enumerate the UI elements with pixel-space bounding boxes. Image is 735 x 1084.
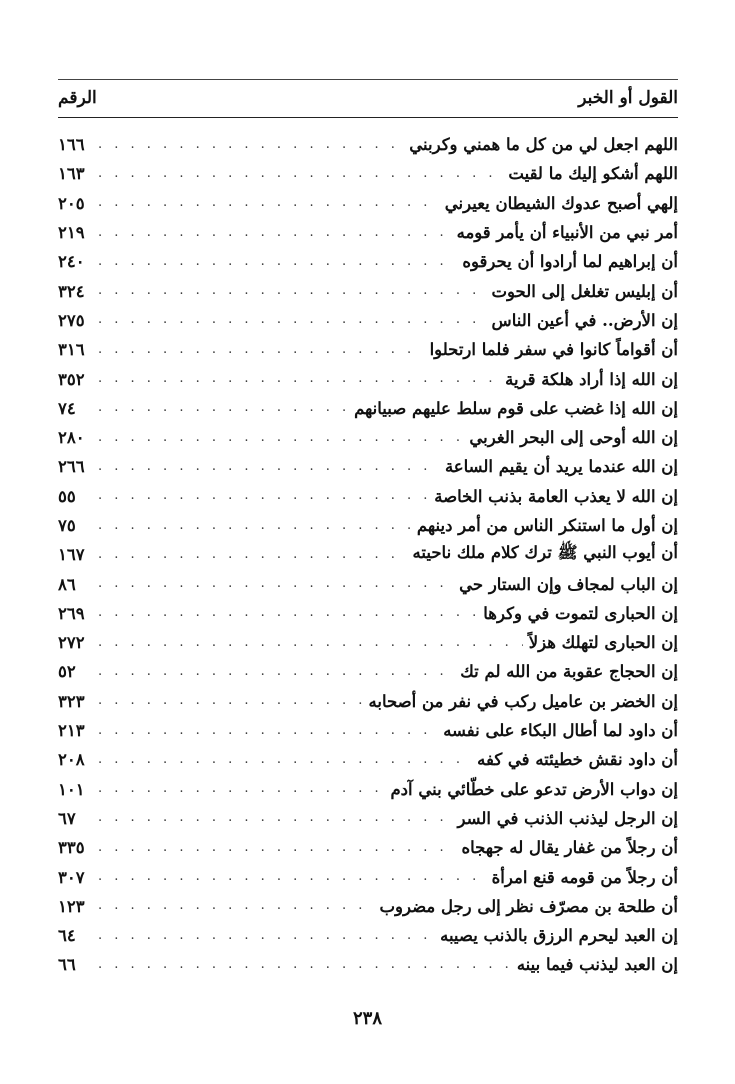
entry-text: أن إبليس تغلغل إلى الحوت	[491, 281, 678, 301]
index-entry	[58, 189, 678, 218]
index-entry	[58, 247, 678, 276]
index-entry	[58, 687, 678, 716]
entry-number: ٨٦	[58, 574, 76, 594]
dot-leader	[98, 458, 439, 476]
index-entry	[58, 306, 678, 335]
dot-leader	[98, 341, 424, 359]
entry-text: إن الباب لمجاف وإن الستار حي	[459, 574, 678, 594]
entry-number: ١٦٣	[58, 164, 85, 184]
entry-number: ٣٢٤	[58, 281, 85, 301]
index-entry	[58, 950, 678, 979]
entry-number: ٥٢	[58, 662, 76, 682]
entry-number: ٥٥	[58, 486, 76, 506]
dot-leader	[98, 809, 452, 827]
dot-leader	[98, 487, 428, 505]
index-entry	[58, 833, 678, 862]
entry-text: إن الرجل ليذنب الذنب في السر	[457, 808, 678, 828]
entry-text: أن إبراهيم لما أرادوا أن يحرقوه	[462, 252, 678, 272]
entry-number: ٢١٣	[58, 721, 85, 741]
index-header	[58, 84, 678, 112]
index-entry	[58, 452, 678, 481]
entry-text: إن الله إذا أراد هلكة قرية	[505, 369, 678, 389]
entry-text: إن العبد ليذنب فيما بينه	[516, 955, 678, 975]
entry-text: إن الأرض.. في أعين الناس	[491, 310, 678, 330]
entry-text: أن داود نقش خطيئته في كفه	[477, 750, 678, 770]
index-entry	[58, 628, 678, 657]
header-number-label: الرقم	[58, 88, 97, 108]
entry-number: ٣٣٥	[58, 838, 85, 858]
dot-leader	[98, 927, 434, 945]
entry-number: ٢٦٦	[58, 457, 85, 477]
dot-leader	[98, 692, 363, 710]
entry-text: أن أقواماً كانوا في سفر فلما ارتحلوا	[429, 340, 678, 360]
dot-leader	[98, 224, 451, 242]
entry-number: ١٢٣	[58, 896, 85, 916]
entry-number: ١٦٦	[58, 135, 85, 155]
entry-text: أمر نبي من الأنبياء أن يأمر قومه	[456, 223, 678, 243]
entry-text: إن الحبارى لتهلك هزلاً	[528, 633, 678, 653]
entry-text: إن الله إذا غضب على قوم سلط عليهم صبيانهم	[354, 398, 678, 418]
dot-leader	[98, 663, 454, 681]
dot-leader	[98, 429, 463, 447]
entry-text: اللهم اجعل لي من كل ما همني وكربني	[409, 135, 678, 155]
entry-text: أن داود لما أطال البكاء على نفسه	[443, 721, 678, 741]
entry-number: ١٠١	[58, 779, 85, 799]
index-entry	[58, 599, 678, 628]
dot-leader	[98, 839, 455, 857]
entry-text: إن الحبارى لتموت في وكرها	[483, 603, 678, 623]
entry-number: ٧٤	[58, 398, 76, 418]
index-entry	[58, 657, 678, 686]
top-rule	[58, 79, 678, 80]
entry-text: إلهي أصبح عدوك الشيطان يعيرني	[444, 193, 678, 213]
entry-text: إن الله عندما يريد أن يقيم الساعة	[444, 457, 678, 477]
header-title: القول أو الخبر	[578, 88, 678, 108]
index-entry	[58, 394, 678, 423]
entry-text: اللهم أشكو إليك ما لقيت	[508, 164, 678, 184]
entry-number: ٢٠٨	[58, 750, 85, 770]
index-entry	[58, 218, 678, 247]
entry-number: ٢٧٢	[58, 633, 85, 653]
index-entry	[58, 130, 678, 159]
dot-leader	[98, 956, 511, 974]
entry-text: إن الله أوحى إلى البحر الغربي	[469, 428, 678, 448]
index-entry	[58, 569, 678, 598]
entry-text: إن الحجاج عقوبة من الله لم تك	[460, 662, 678, 682]
entry-number: ٧٥	[58, 516, 76, 535]
page-number: ٢٣٨	[352, 1008, 382, 1029]
entry-number: ٦٦	[58, 955, 76, 975]
dot-leader	[98, 575, 453, 593]
entry-text: إن الله لا يعذب العامة بذنب الخاصة	[434, 486, 678, 506]
entry-number: ١٦٧	[58, 545, 85, 565]
index-entry	[58, 804, 678, 833]
index-entry	[58, 745, 678, 774]
dot-leader	[98, 722, 437, 740]
dot-leader	[98, 517, 411, 535]
dot-leader	[98, 136, 403, 154]
index-entry	[58, 423, 678, 452]
index-entry	[58, 511, 678, 540]
dot-leader	[98, 282, 486, 300]
header-rule	[58, 117, 678, 118]
dot-leader	[98, 370, 499, 388]
entry-number: ٢٨٠	[58, 428, 85, 448]
entry-text: أن رجلاً من قومه قنع امرأة	[491, 867, 678, 887]
index-entry	[58, 716, 678, 745]
entry-number: ٢٦٩	[58, 603, 85, 623]
entry-number: ٢٤٠	[58, 252, 85, 272]
entry-number: ٣٢٣	[58, 691, 85, 711]
index-entry	[58, 540, 678, 569]
entry-number: ٣٥٢	[58, 369, 85, 389]
index-entry	[58, 276, 678, 305]
dot-leader	[98, 868, 486, 886]
entry-number: ٢١٩	[58, 223, 85, 243]
index-entry	[58, 921, 678, 950]
entry-number: ٣١٦	[58, 340, 85, 360]
entry-text: أن طلحة بن مصرّف نظر إلى رجل مضروب	[379, 896, 678, 916]
index-entry	[58, 335, 678, 364]
entry-text: إن الخضر بن عاميل ركب في نفر من أصحابه	[368, 691, 678, 711]
dot-leader	[98, 311, 486, 329]
index-entry	[58, 775, 678, 804]
dot-leader	[98, 546, 407, 564]
dot-leader	[98, 897, 373, 915]
entry-number: ٦٤	[58, 926, 76, 946]
index-entry	[58, 892, 678, 921]
entry-number: ٦٧	[58, 808, 76, 828]
index-entry	[58, 482, 678, 511]
entry-text: إن دواب الأرض تدعو على خطّائي بني آدم	[390, 779, 678, 799]
entry-text: إن العبد ليحرم الرزق بالذنب يصيبه	[440, 926, 678, 946]
entry-text: أن رجلاً من غفار يقال له جهجاه	[461, 838, 678, 858]
dot-leader	[98, 399, 348, 417]
dot-leader	[98, 751, 471, 769]
dot-leader	[98, 604, 477, 622]
index-entries	[58, 130, 678, 980]
index-entry	[58, 364, 678, 393]
index-entry	[58, 159, 678, 188]
dot-leader	[98, 165, 502, 183]
dot-leader	[98, 780, 384, 798]
dot-leader	[98, 634, 523, 652]
entry-text: أن أيوب النبي ﷺ ترك كلام ملك ناحيته	[412, 542, 678, 562]
dot-leader	[98, 194, 439, 212]
dot-leader	[98, 253, 456, 271]
entry-number: ٢٠٥	[58, 193, 85, 213]
entry-number: ٢٧٥	[58, 310, 85, 330]
index-entry	[58, 862, 678, 891]
entry-text: إن أول ما استنكر الناس من أمر دينهم	[416, 516, 678, 535]
entry-number: ٣٠٧	[58, 867, 85, 887]
